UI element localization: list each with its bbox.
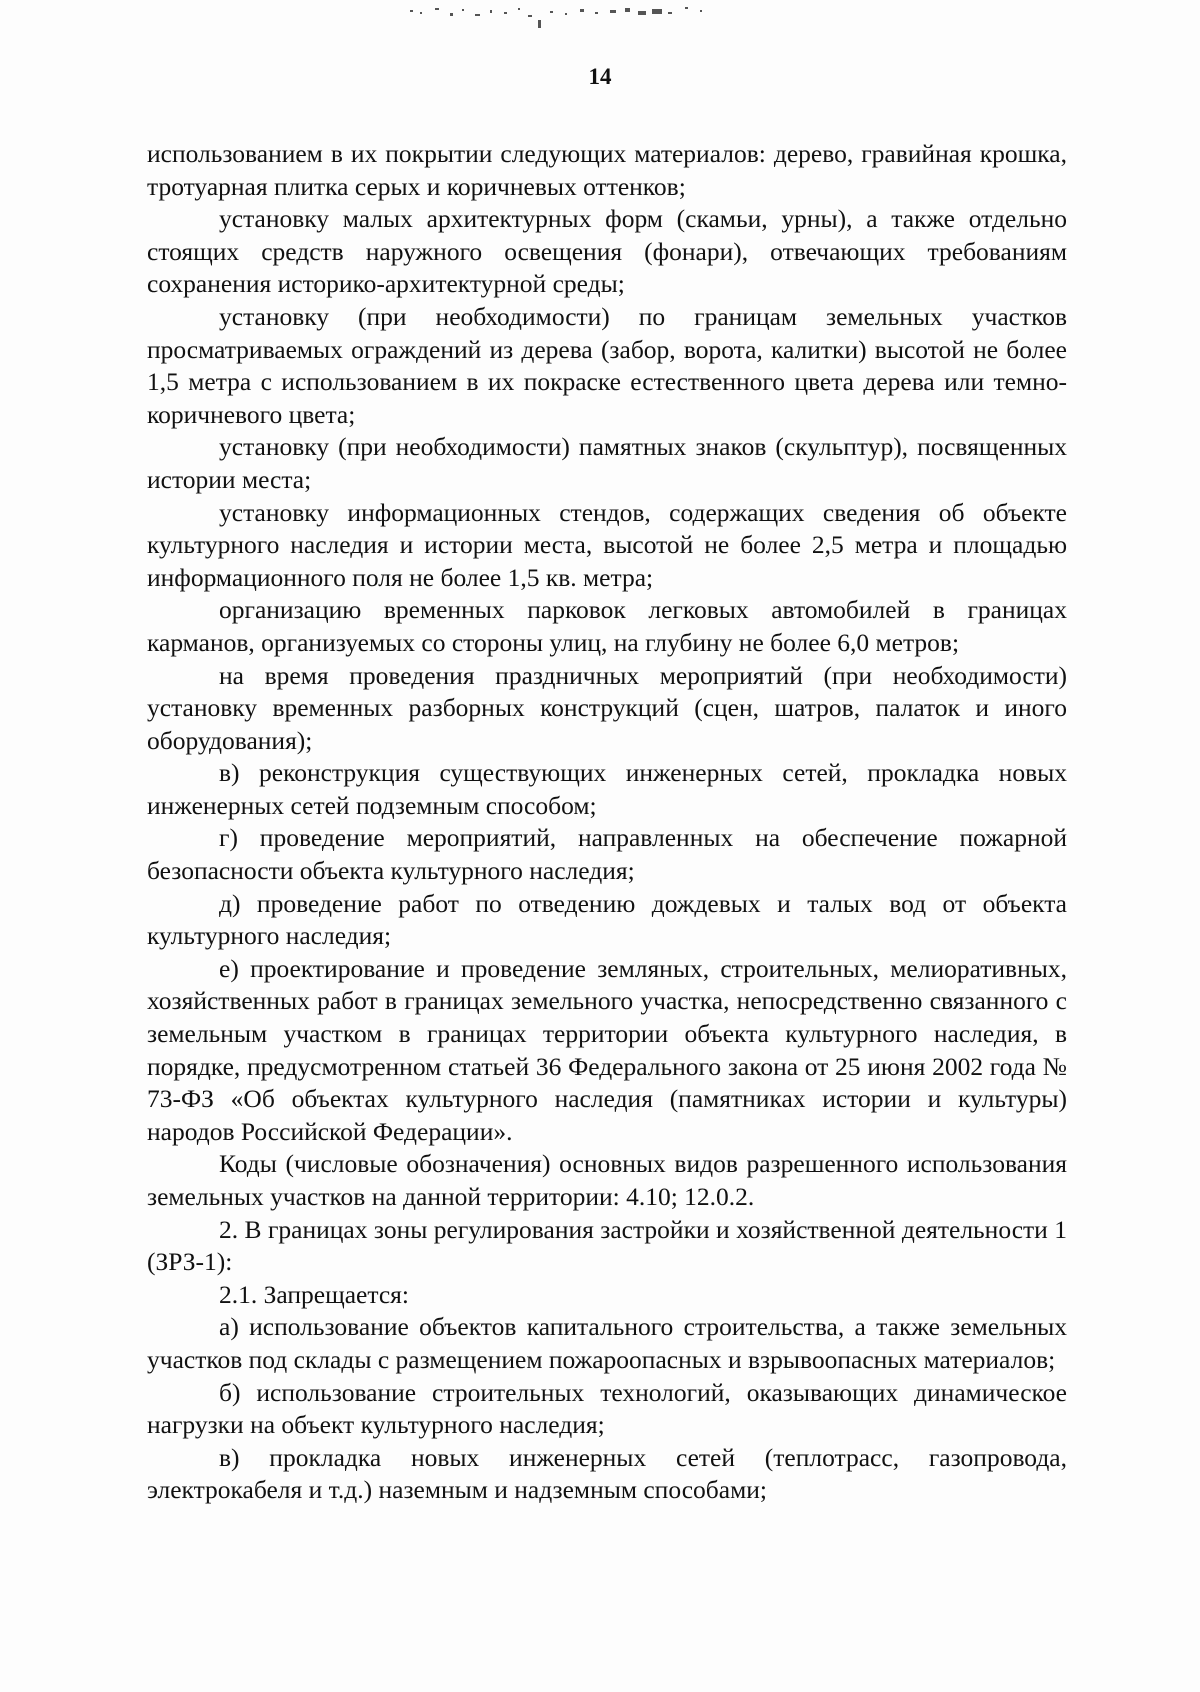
- paragraph: организацию временных парковок легковых автомобилей в границах карманов, организуемых со стороны улиц, на глубину не более 6,0 метров;: [147, 595, 1067, 657]
- paragraph: в) прокладка новых инженерных сетей (теплотрасс, газопровода, электрокабеля и т.д.) наземным и надземным способами;: [147, 1442, 1067, 1505]
- scan-artifact: [400, 0, 780, 40]
- paragraph: а) использование объектов капитального строительства, а также земельных участков под склады с размещением пожароопасных и взрывоопасных материалов;: [147, 1312, 1067, 1374]
- paragraph: Коды (числовые обозначения) основных видов разрешенного использования земельных участков на данной территории: 4.10; 12.0.2.: [147, 1149, 1067, 1211]
- paragraph: е) проектирование и проведение земляных, строительных, мелиоративных, хозяйственных работ в границах земельного участка, непосредственно связанного с земельным участком в границах территории объекта культурного наследия, в порядке, предусмотренном статьей 36 Федерального закона от 25 июня 2002 года № 73-ФЗ «Об объектах культурного наследия (памятниках истории и культуры) народов Российской Федерации».: [147, 953, 1067, 1146]
- document-body: [147, 138, 1067, 1507]
- paragraph: в) реконструкция существующих инженерных сетей, прокладка новых инженерных сетей подземным способом;: [147, 758, 1067, 820]
- paragraph: д) проведение работ по отведению дождевых и талых вод от объекта культурного наследия;: [147, 888, 1067, 951]
- paragraph: установку информационных стендов, содержащих сведения об объекте культурного наследия и истории места, высотой не более 2,5 метра и площадью информационного поля не более 1,5 кв. метра;: [147, 497, 1067, 592]
- page-number: 14: [588, 64, 612, 89]
- paragraph: установку малых архитектурных форм (скамьи, урны), а также отдельно стоящих средств наружного освещения (фонари), отвечающих требованиям сохранения историко-архитектурной среды;: [147, 204, 1067, 299]
- paragraph: на время проведения праздничных мероприятий (при необходимости) установку временных разборных конструкций (сцен, шатров, палаток и иного оборудования);: [147, 660, 1067, 755]
- paragraph: использованием в их покрытии следующих материалов: дерево, гравийная крошка, тротуарная плитка серых и коричневых оттенков;: [147, 139, 1067, 201]
- paragraph: г) проведение мероприятий, направленных на обеспечение пожарной безопасности объекта культурного наследия;: [147, 823, 1067, 886]
- paragraph: 2. В границах зоны регулирования застройки и хозяйственной деятельности 1 (ЗРЗ-1):: [147, 1214, 1067, 1277]
- paragraph: установку (при необходимости) по границам земельных участков просматриваемых ограждений из дерева (забор, ворота, калитки) высотой не более 1,5 метра с использованием в их покраске естественного цвета дерева или темно-коричневого цвета;: [147, 301, 1067, 429]
- paragraph: установку (при необходимости) памятных знаков (скульптур), посвященных истории места;: [147, 432, 1067, 494]
- paragraph: 2.1. Запрещается:: [219, 1279, 409, 1309]
- paragraph: б) использование строительных технологий, оказывающих динамическое нагрузки на объект культурного наследия;: [147, 1377, 1067, 1440]
